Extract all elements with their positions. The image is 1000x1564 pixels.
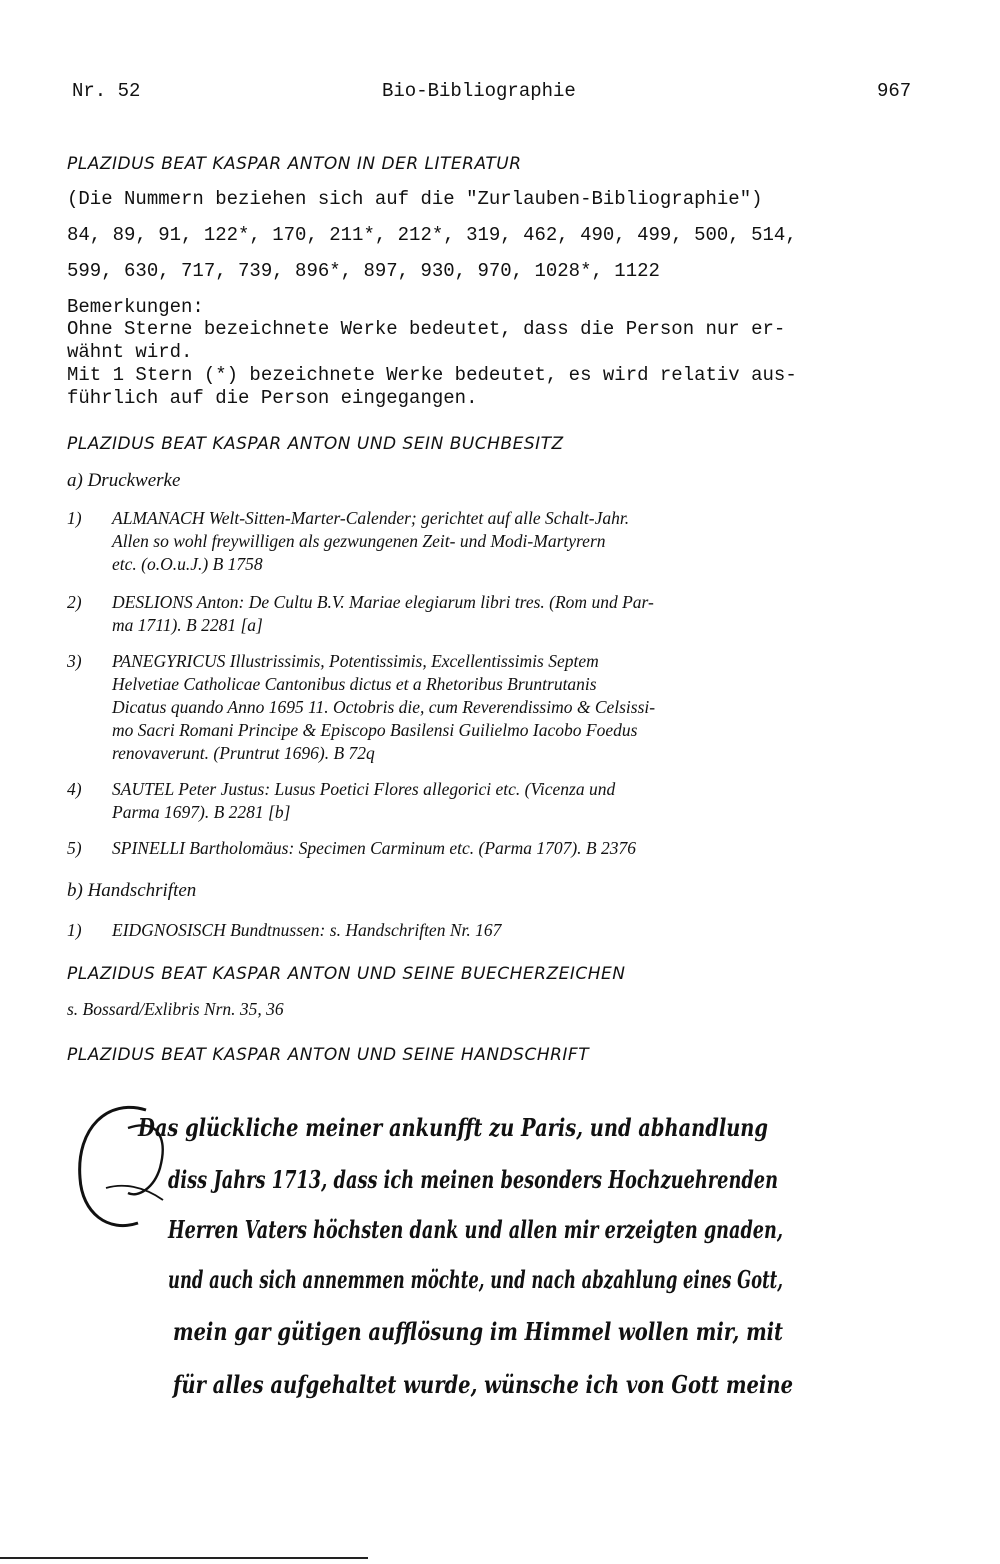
handwriting-heading: PLAZIDUS BEAT KASPAR ANTON UND SEINE HANDSCHRIFT: [67, 1045, 590, 1065]
print-item-line: mo Sacri Romani Principe & Episcopo Basilensi Guilielmo Iacobo Foedus: [112, 720, 638, 740]
initial-flourish: [106, 1186, 163, 1200]
print-item-line: renovaverunt. (Pruntrut 1696). B 72q: [112, 743, 375, 763]
remarks-line: wähnt wird.: [67, 341, 193, 363]
print-item-line: ALMANACH Welt-Sitten-Marter-Calender; gerichtet auf alle Schalt-Jahr.: [112, 508, 630, 528]
bookplates-reference: s. Bossard/Exlibris Nrn. 35, 36: [67, 999, 284, 1019]
print-item-number: 2): [67, 592, 82, 612]
remarks-label: Bemerkungen:: [67, 296, 204, 318]
print-works-label: a) Druckwerke: [67, 470, 181, 491]
handwriting-line: für alles aufgehaltet wurde, wünsche ich von Gott meine: [171, 1370, 793, 1399]
handwriting-line: Das glückliche meiner ankunfft zu Paris, und abhandlung: [137, 1113, 768, 1142]
books-heading: PLAZIDUS BEAT KASPAR ANTON UND SEIN BUCHBESITZ: [67, 434, 564, 454]
literature-numbers-line-1: 84, 89, 91, 122*, 170, 211*, 212*, 319, 462, 490, 499, 500, 514,: [67, 224, 797, 246]
manuscripts-label: b) Handschriften: [67, 880, 197, 901]
print-item-line: etc. (o.O.u.J.) B 1758: [112, 554, 263, 574]
handwriting-line: Herren Vaters höchsten dank und allen mir erzeigten gnaden,: [167, 1215, 783, 1244]
literature-note: (Die Nummern beziehen sich auf die "Zurlauben-Bibliographie"): [67, 188, 763, 210]
print-item-line: DESLIONS Anton: De Cultu B.V. Mariae elegiarum libri tres. (Rom und Par-: [112, 592, 654, 612]
manuscript-item-number: 1): [67, 920, 82, 940]
footnote-rule: [0, 1557, 368, 1559]
remarks-line: führlich auf die Person eingegangen.: [67, 387, 478, 409]
print-item-line: SPINELLI Bartholomäus: Specimen Carminum etc. (Parma 1707). B 2376: [112, 838, 636, 858]
print-item-number: 3): [67, 651, 82, 671]
print-item-line: Dicatus quando Anno 1695 11. Octobris die, cum Reverendissimo & Celsissi-: [112, 697, 656, 717]
handwriting-line: mein gar gütigen aufflösung im Himmel wollen mir, mit: [173, 1317, 783, 1346]
print-item-line: Allen so wohl freywilligen als gezwungenen Zeit- und Modi-Martyrern: [112, 531, 606, 551]
header-section-number: Nr. 52: [72, 80, 141, 102]
print-item-line: SAUTEL Peter Justus: Lusus Poetici Flores allegorici etc. (Vicenza und: [112, 779, 616, 799]
remarks-line: Ohne Sterne bezeichnete Werke bedeutet, dass die Person nur er-: [67, 318, 786, 340]
literature-numbers-line-2: 599, 630, 717, 739, 896*, 897, 930, 970, 1028*, 1122: [67, 260, 660, 282]
manuscript-item-line: EIDGNOSISCH Bundtnussen: s. Handschriften Nr. 167: [112, 920, 502, 940]
handwriting-sample-image: [68, 1088, 798, 1428]
literature-heading: PLAZIDUS BEAT KASPAR ANTON IN DER LITERATUR: [67, 154, 522, 174]
header-page-number: 967: [877, 80, 912, 102]
remarks-line: Mit 1 Stern (*) bezeichnete Werke bedeutet, es wird relativ aus-: [67, 364, 797, 386]
header-running-title: Bio-Bibliographie: [382, 80, 576, 102]
print-item-number: 1): [67, 508, 82, 528]
print-item-number: 4): [67, 779, 82, 799]
print-item-line: Helvetiae Catholicae Cantonibus dictus et a Rhetoribus Bruntrutanis: [112, 674, 597, 694]
handwriting-line: diss Jahrs 1713, dass ich meinen besonders Hochzuehrenden: [168, 1165, 778, 1194]
print-item-line: Parma 1697). B 2281 [b]: [112, 802, 291, 822]
handwriting-line: und auch sich annemmen möchte, und nach abzahlung eines Gott,: [168, 1265, 783, 1294]
bookplates-heading: PLAZIDUS BEAT KASPAR ANTON UND SEINE BUECHERZEICHEN: [67, 964, 626, 984]
print-item-number: 5): [67, 838, 82, 858]
print-item-line: ma 1711). B 2281 [a]: [112, 615, 263, 635]
print-item-line: PANEGYRICUS Illustrissimis, Potentissimis, Excellentissimis Septem: [112, 651, 599, 671]
